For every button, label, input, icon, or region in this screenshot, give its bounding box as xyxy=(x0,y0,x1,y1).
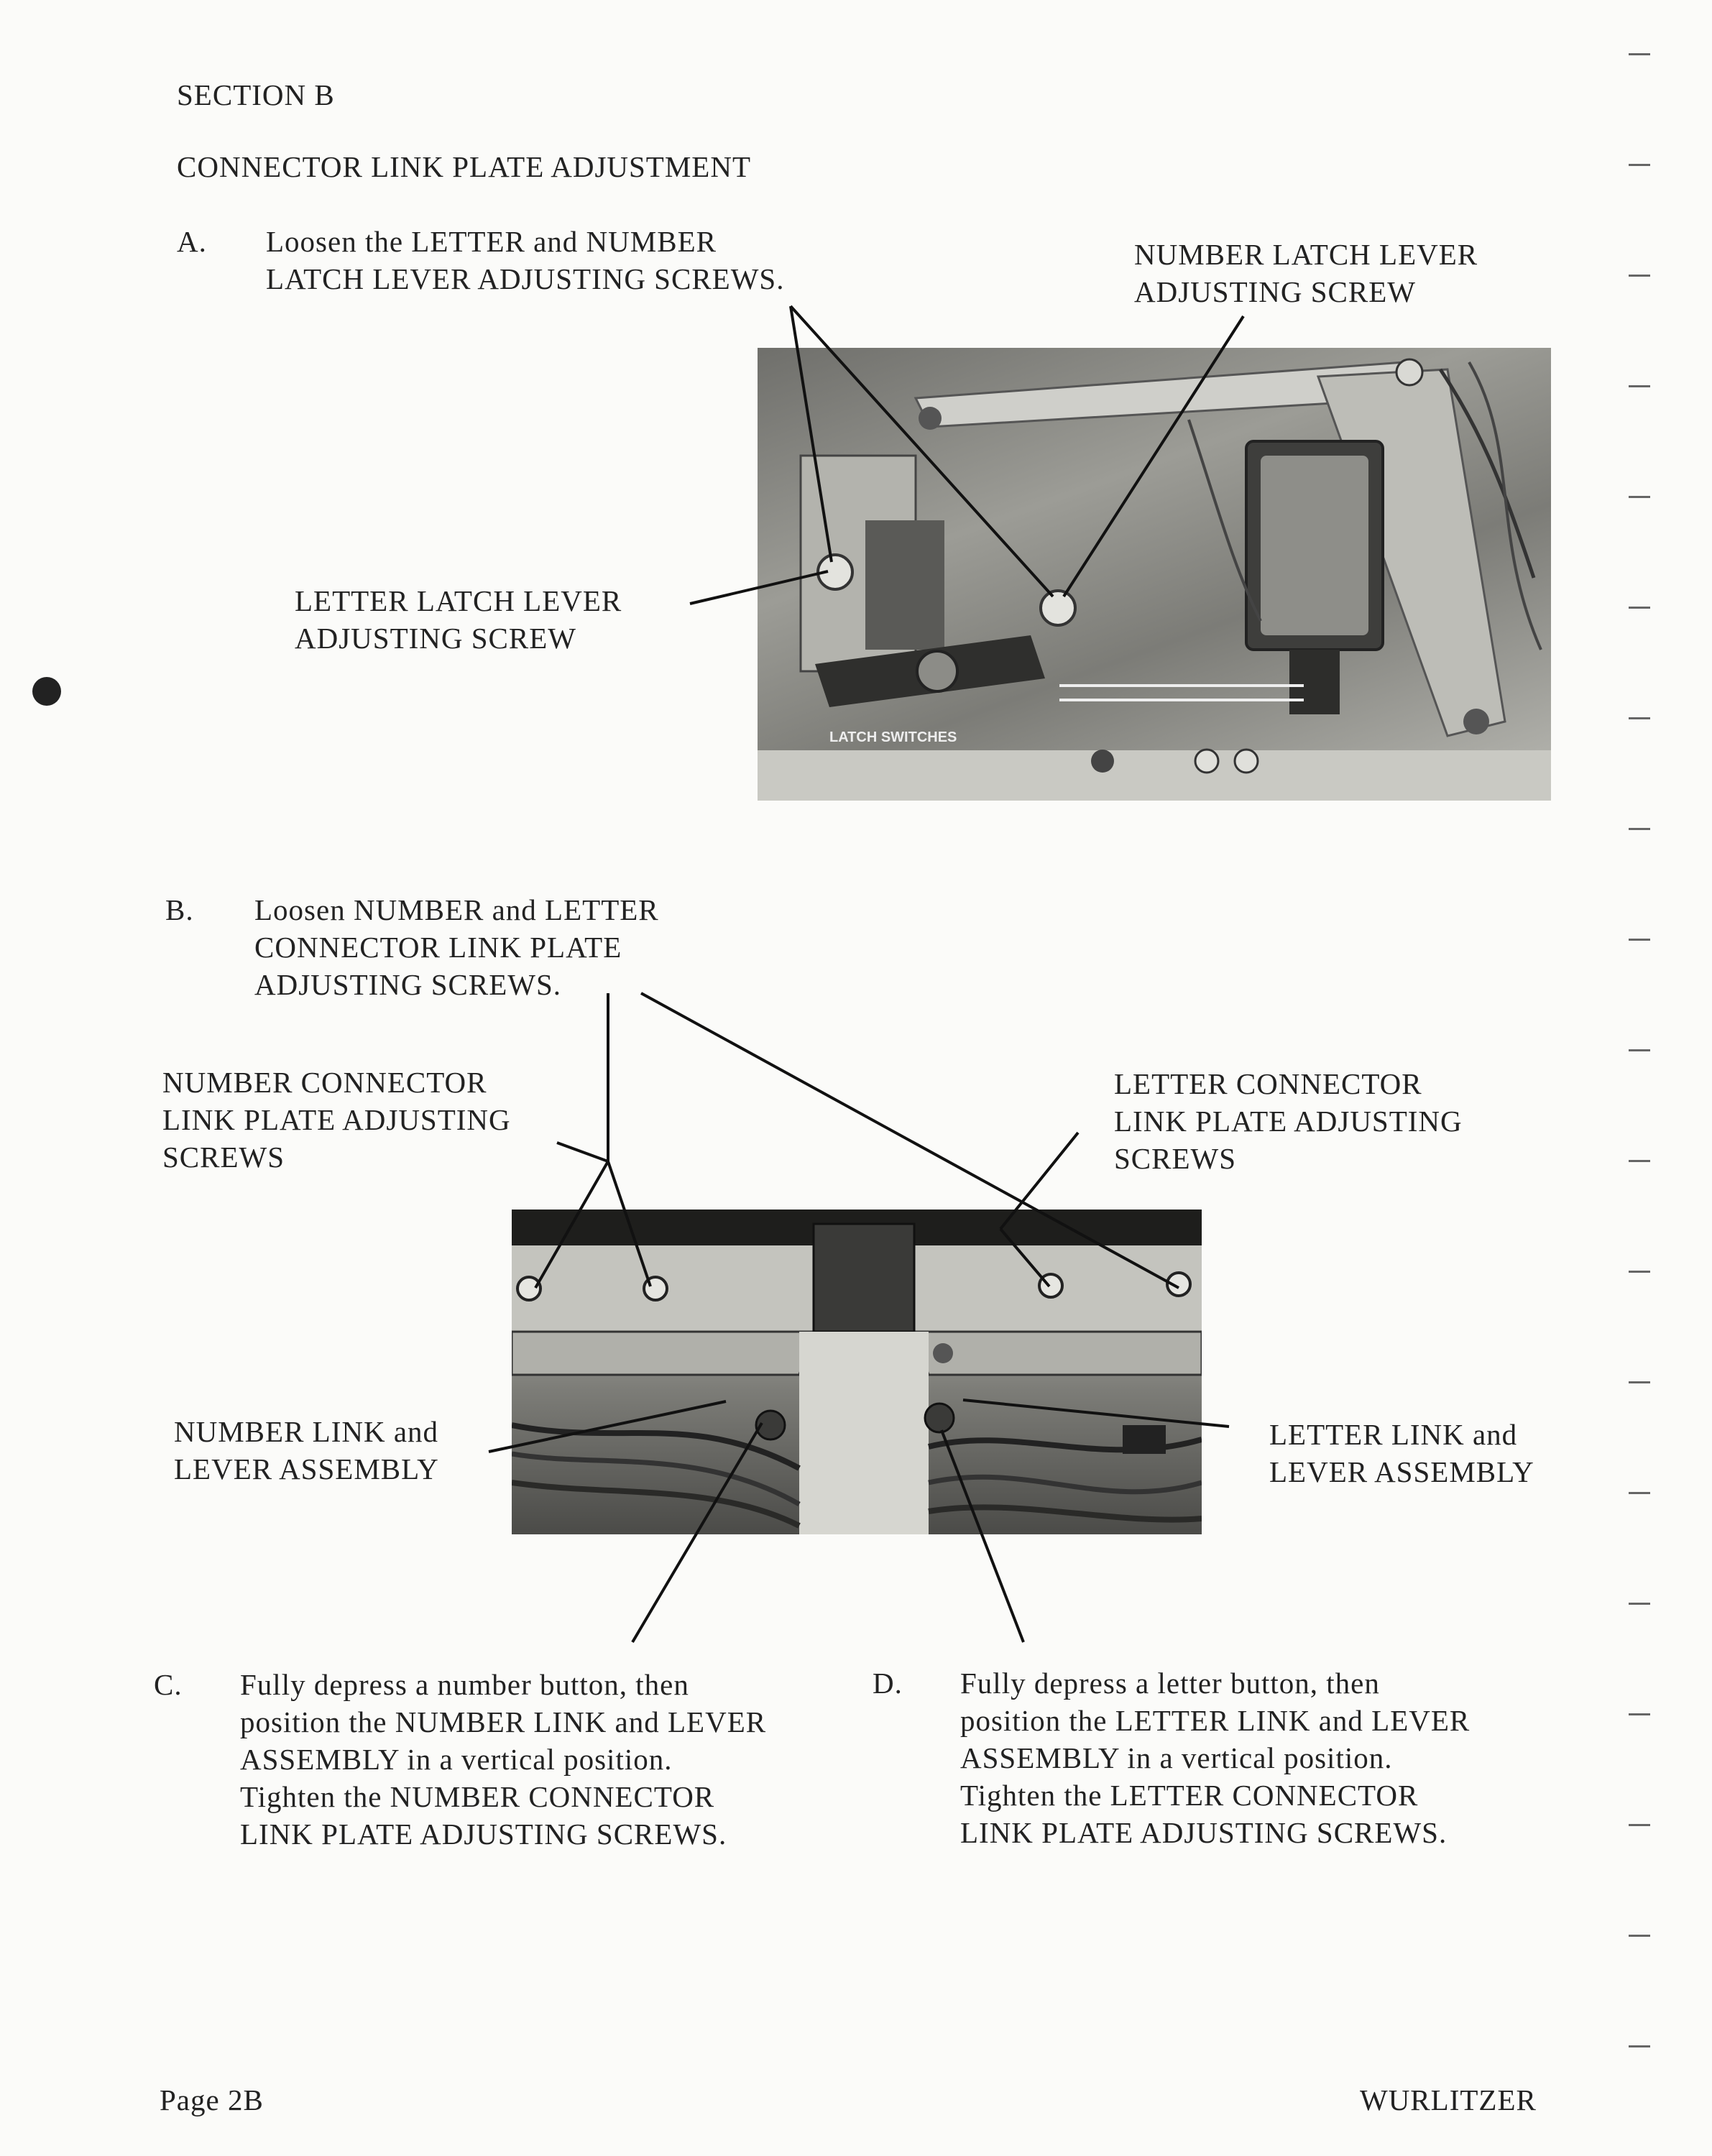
margin-tick xyxy=(1629,1381,1650,1383)
margin-tick xyxy=(1629,717,1650,719)
margin-tick xyxy=(1629,275,1650,277)
letter-connector-callout-line-2: LINK PLATE ADJUSTING xyxy=(1114,1105,1463,1138)
number-link-callout-line-2: LEVER ASSEMBLY xyxy=(174,1452,439,1485)
margin-tick xyxy=(1629,1824,1650,1826)
brand-name: WURLITZER xyxy=(1360,2083,1537,2116)
binder-punch-hole xyxy=(32,677,61,706)
step-c-line-2: position the NUMBER LINK and LEVER xyxy=(240,1705,767,1738)
step-c-line-5: LINK PLATE ADJUSTING SCREWS. xyxy=(240,1818,727,1851)
step-d-line-4: Tighten the LETTER CONNECTOR xyxy=(960,1779,1419,1812)
letter-link-callout-line-2: LEVER ASSEMBLY xyxy=(1269,1455,1534,1488)
number-latch-callout-line-2: ADJUSTING SCREW xyxy=(1134,275,1416,308)
step-a-line-1: Loosen the LETTER and NUMBER xyxy=(266,225,717,258)
margin-tick xyxy=(1629,53,1650,55)
number-latch-callout-line-1: NUMBER LATCH LEVER xyxy=(1134,238,1478,271)
step-b-line-1: Loosen NUMBER and LETTER xyxy=(254,893,659,926)
step-d-line-5: LINK PLATE ADJUSTING SCREWS. xyxy=(960,1816,1448,1849)
margin-tick xyxy=(1629,1492,1650,1494)
number-connector-callout-line-2: LINK PLATE ADJUSTING xyxy=(162,1103,511,1136)
step-c-line-3: ASSEMBLY in a vertical position. xyxy=(240,1743,673,1776)
margin-tick xyxy=(1629,2045,1650,2047)
step-d-line-1: Fully depress a letter button, then xyxy=(960,1667,1380,1700)
step-a-line-2: LATCH LEVER ADJUSTING SCREWS. xyxy=(266,262,785,295)
margin-tick xyxy=(1629,1049,1650,1051)
margin-tick xyxy=(1629,607,1650,609)
latch-mechanism-photo xyxy=(758,348,1551,801)
step-c-letter: C. xyxy=(154,1668,183,1701)
number-connector-callout-line-3: SCREWS xyxy=(162,1141,285,1174)
step-d-line-3: ASSEMBLY in a vertical position. xyxy=(960,1741,1393,1774)
letter-connector-callout-line-3: SCREWS xyxy=(1114,1142,1237,1175)
margin-tick xyxy=(1629,164,1650,166)
margin-tick xyxy=(1629,385,1650,387)
page-number: Page 2B xyxy=(160,2083,264,2116)
margin-tick xyxy=(1629,1713,1650,1715)
margin-tick xyxy=(1629,939,1650,941)
step-c-line-4: Tighten the NUMBER CONNECTOR xyxy=(240,1780,715,1813)
step-d-line-2: position the LETTER LINK and LEVER xyxy=(960,1704,1471,1737)
letter-latch-callout-line-2: ADJUSTING SCREW xyxy=(295,622,576,655)
margin-tick xyxy=(1629,1271,1650,1273)
margin-tick xyxy=(1629,828,1650,830)
margin-tick xyxy=(1629,1935,1650,1937)
step-b-letter: B. xyxy=(165,893,194,926)
step-b-line-2: CONNECTOR LINK PLATE xyxy=(254,931,622,964)
section-label: SECTION B xyxy=(177,78,335,111)
latch-switches-label: LATCH SWITCHES xyxy=(829,729,957,745)
letter-connector-callout-line-1: LETTER CONNECTOR xyxy=(1114,1067,1422,1100)
connector-link-plate-photo xyxy=(512,1210,1202,1534)
number-link-callout-line-1: NUMBER LINK and xyxy=(174,1415,439,1448)
step-a-letter: A. xyxy=(177,225,207,258)
margin-tick xyxy=(1629,496,1650,498)
step-c-line-1: Fully depress a number button, then xyxy=(240,1668,689,1701)
number-connector-callout-line-1: NUMBER CONNECTOR xyxy=(162,1066,487,1099)
letter-latch-callout-line-1: LETTER LATCH LEVER xyxy=(295,584,622,617)
page-title: CONNECTOR LINK PLATE ADJUSTMENT xyxy=(177,150,752,183)
margin-tick xyxy=(1629,1603,1650,1605)
letter-link-callout-line-1: LETTER LINK and xyxy=(1269,1418,1518,1451)
step-d-letter: D. xyxy=(873,1667,903,1700)
margin-tick xyxy=(1629,1160,1650,1162)
step-b-line-3: ADJUSTING SCREWS. xyxy=(254,968,562,1001)
